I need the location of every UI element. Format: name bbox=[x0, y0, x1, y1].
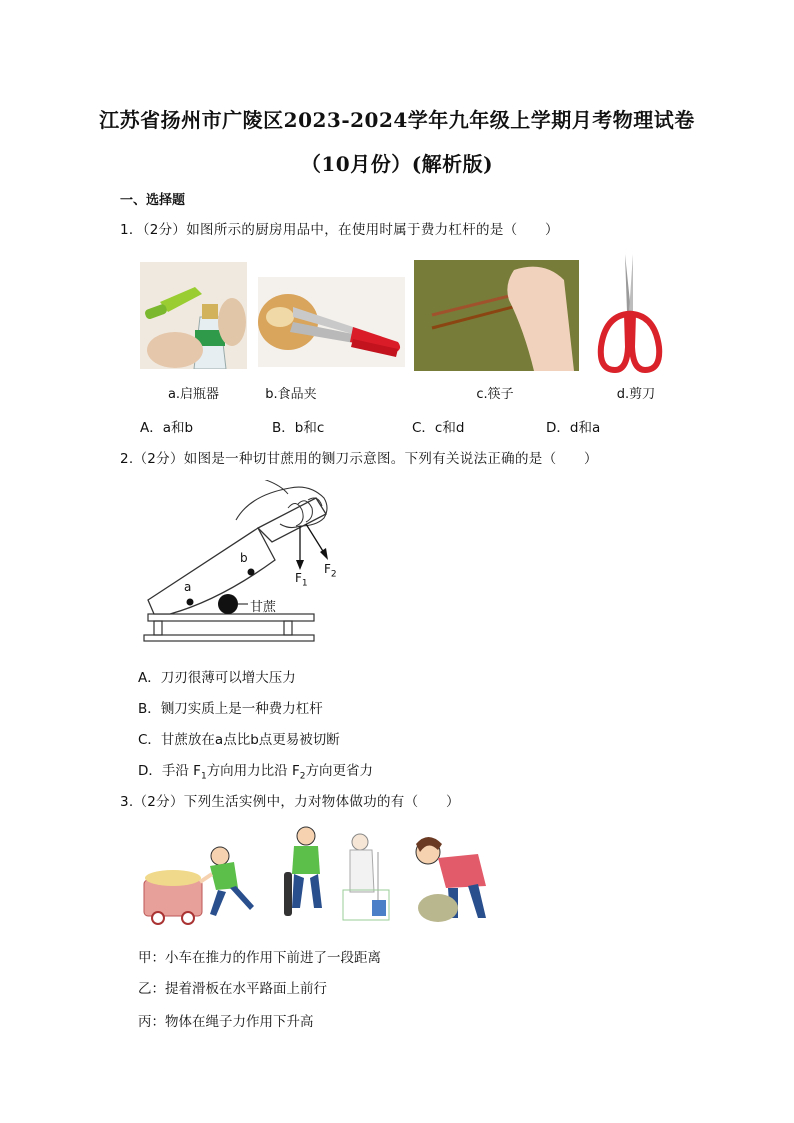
q2-option-b[interactable]: B．铡刀实质上是一种费力杠杆 bbox=[138, 701, 323, 717]
bottle-opener-photo bbox=[140, 262, 247, 369]
chopsticks-photo bbox=[414, 260, 579, 371]
q2-option-c[interactable]: C．甘蔗放在a点比b点更易被切断 bbox=[138, 732, 340, 748]
document-title: 江苏省扬州市广陵区2023-2024学年九年级上学期月考物理试卷 bbox=[99, 108, 695, 132]
q1-option-b[interactable]: B．b和c bbox=[272, 420, 325, 436]
question-3-stem: 3.（2分）下列生活实例中，力对物体做功的有（ ） bbox=[120, 794, 460, 810]
caption-b: b.食品夹 bbox=[265, 387, 317, 402]
scissors-photo bbox=[595, 252, 665, 374]
q2-option-a[interactable]: A．刀刃很薄可以增大压力 bbox=[138, 670, 296, 686]
caption-c: c.筷子 bbox=[476, 387, 514, 402]
document-subtitle: （10月份）(解析版) bbox=[300, 152, 494, 176]
sugarcane-label: 甘蔗 bbox=[250, 600, 277, 615]
caption-d: d.剪刀 bbox=[616, 387, 656, 402]
q1-option-c[interactable]: C．c和d bbox=[412, 420, 465, 436]
force-f2-label: $F_2$ bbox=[324, 562, 337, 580]
q3-item-yi: 乙：提着滑板在水平路面上前行 bbox=[138, 981, 327, 997]
q1-option-d[interactable]: D．d和a bbox=[546, 420, 601, 436]
point-b-label: b bbox=[240, 551, 248, 565]
q2-option-d[interactable]: D．手沿 $F_1$方向用力比沿 $F_2$方向更省力 bbox=[138, 763, 373, 782]
question-2-stem: 2.（2分）如图是一种切甘蔗用的铡刀示意图。下列有关说法正确的是（ ） bbox=[120, 451, 598, 467]
guillotine-diagram bbox=[140, 480, 340, 650]
q1-option-a[interactable]: A．a和b bbox=[140, 420, 194, 436]
q3-item-bing: 丙：物体在绳子力作用下升高 bbox=[138, 1014, 314, 1030]
caption-a: a.启瓶器 bbox=[167, 387, 220, 402]
q3-item-jia: 甲：小车在推力的作用下前进了一段距离 bbox=[138, 950, 381, 966]
section-heading: 一、选择题 bbox=[120, 193, 186, 208]
work-examples-illustration bbox=[138, 822, 498, 932]
force-f1-label: $F_1$ bbox=[295, 571, 308, 589]
food-tongs-photo bbox=[258, 277, 405, 367]
question-1-stem: 1．（2分）如图所示的厨房用品中，在使用时属于费力杠杆的是（ ） bbox=[120, 222, 559, 238]
point-a-label: a bbox=[184, 580, 192, 594]
